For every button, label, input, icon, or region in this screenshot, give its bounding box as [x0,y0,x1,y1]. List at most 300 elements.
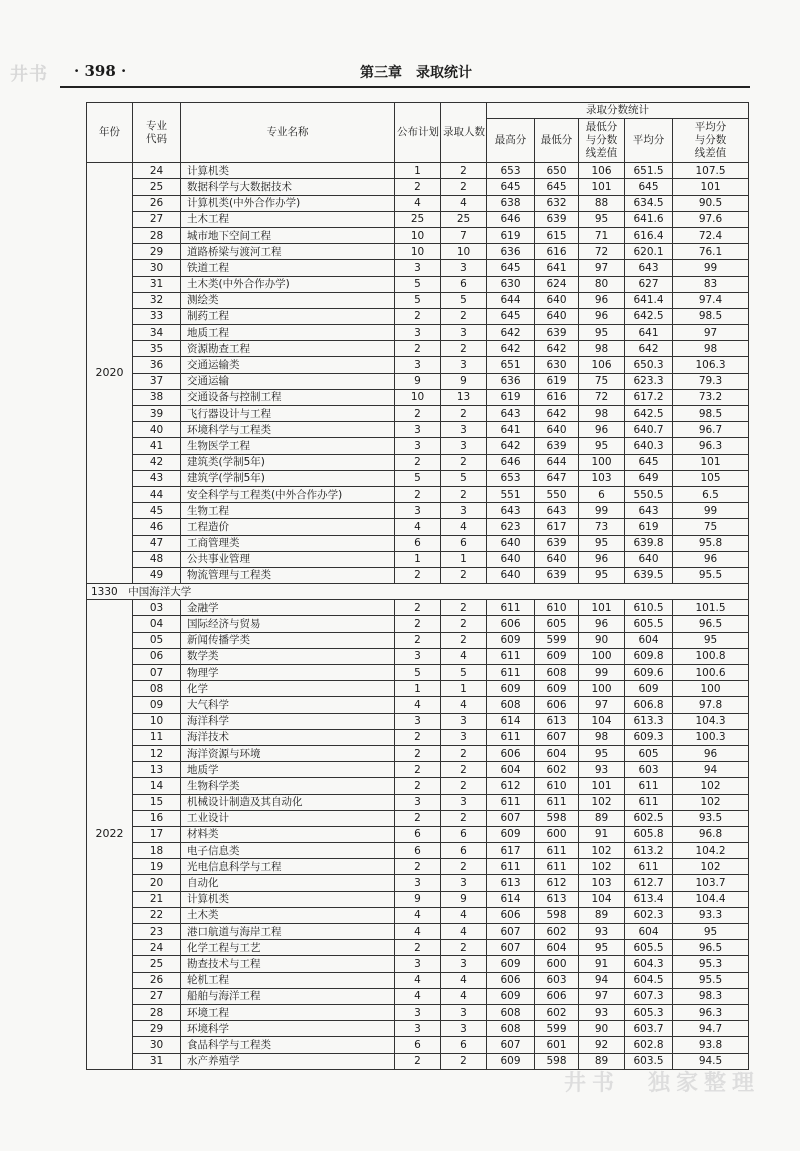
major-name-cell: 轮机工程 [181,972,395,988]
major-name-cell: 铁道工程 [181,260,395,276]
min-diff-cell: 95 [579,211,625,227]
max-score-cell: 609 [487,1053,535,1069]
major-name-cell: 海洋资源与环境 [181,745,395,761]
avg-diff-cell: 102 [673,859,749,875]
min-diff-cell: 100 [579,648,625,664]
col-avg-diff [673,119,749,163]
avg-score-cell: 612.7 [625,875,673,891]
avg-score-cell: 650.3 [625,357,673,373]
col-min: 最低分 [535,119,579,163]
min-score-cell: 613 [535,713,579,729]
min-diff-cell: 95 [579,438,625,454]
avg-diff-cell: 101.5 [673,600,749,616]
plan-cell: 1 [395,551,441,567]
major-name-cell: 船舶与海洋工程 [181,988,395,1004]
major-name-cell: 生物科学类 [181,778,395,794]
table-row [87,713,749,729]
table-row [87,1037,749,1053]
admitted-cell: 2 [441,163,487,179]
min-diff-cell: 100 [579,454,625,470]
min-score-cell: 624 [535,276,579,292]
min-score-cell: 640 [535,292,579,308]
plan-cell: 9 [395,891,441,907]
admitted-cell: 2 [441,940,487,956]
admitted-cell: 3 [441,438,487,454]
table-row [87,244,749,260]
max-score-cell: 609 [487,988,535,1004]
code-cell: 15 [133,794,181,810]
code-cell: 49 [133,567,181,583]
min-score-cell: 611 [535,859,579,875]
avg-score-cell: 605 [625,745,673,761]
plan-cell: 2 [395,940,441,956]
min-diff-cell: 72 [579,244,625,260]
min-diff-cell: 97 [579,697,625,713]
avg-diff-cell: 6.5 [673,486,749,502]
avg-score-cell: 617.2 [625,389,673,405]
min-diff-cell: 88 [579,195,625,211]
admitted-cell: 3 [441,503,487,519]
max-score-cell: 642 [487,325,535,341]
admitted-cell: 3 [441,729,487,745]
avg-diff-cell: 96.7 [673,422,749,438]
admitted-cell: 6 [441,826,487,842]
code-cell: 17 [133,826,181,842]
min-score-cell: 616 [535,244,579,260]
avg-score-cell: 607.3 [625,988,673,1004]
plan-cell: 2 [395,308,441,324]
min-diff-cell: 95 [579,745,625,761]
major-name-cell: 数学类 [181,648,395,664]
table-row [87,486,749,502]
admitted-cell: 1 [441,681,487,697]
avg-score-cell: 603 [625,762,673,778]
admitted-cell: 4 [441,195,487,211]
avg-score-cell: 640.3 [625,438,673,454]
max-score-cell: 608 [487,1021,535,1037]
code-cell: 34 [133,325,181,341]
avg-diff-cell: 104.4 [673,891,749,907]
max-score-cell: 645 [487,179,535,195]
table-row [87,503,749,519]
min-score-cell: 617 [535,519,579,535]
admitted-cell: 7 [441,227,487,243]
min-score-cell: 640 [535,551,579,567]
plan-cell: 2 [395,778,441,794]
max-score-cell: 645 [487,260,535,276]
avg-score-cell: 550.5 [625,486,673,502]
avg-diff-cell: 100.3 [673,729,749,745]
major-name-cell: 化学 [181,681,395,697]
admitted-cell: 2 [441,406,487,422]
major-name-cell: 自动化 [181,875,395,891]
code-cell: 20 [133,875,181,891]
max-score-cell: 608 [487,1004,535,1020]
min-diff-cell: 98 [579,341,625,357]
table-row [87,681,749,697]
code-cell: 45 [133,503,181,519]
min-score-cell: 612 [535,875,579,891]
code-cell: 30 [133,1037,181,1053]
admitted-cell: 9 [441,891,487,907]
avg-diff-cell: 96 [673,745,749,761]
table-row [87,341,749,357]
major-name-cell: 生物医学工程 [181,438,395,454]
max-score-cell: 640 [487,567,535,583]
avg-score-cell: 627 [625,276,673,292]
avg-diff-cell: 96.5 [673,940,749,956]
admitted-cell: 3 [441,357,487,373]
max-score-cell: 604 [487,762,535,778]
max-score-cell: 551 [487,486,535,502]
min-score-cell: 645 [535,179,579,195]
admitted-cell: 25 [441,211,487,227]
avg-score-cell: 605.5 [625,616,673,632]
plan-cell: 3 [395,438,441,454]
min-score-cell: 600 [535,826,579,842]
major-name-cell: 工商管理类 [181,535,395,551]
min-score-cell: 608 [535,665,579,681]
avg-diff-cell: 96.5 [673,616,749,632]
table-row [87,665,749,681]
min-score-cell: 619 [535,373,579,389]
avg-diff-cell: 107.5 [673,163,749,179]
table-row [87,1004,749,1020]
avg-score-cell: 616.4 [625,227,673,243]
min-score-cell: 639 [535,325,579,341]
admitted-cell: 2 [441,179,487,195]
avg-score-cell: 609 [625,681,673,697]
min-diff-cell: 6 [579,486,625,502]
min-diff-cell: 97 [579,988,625,1004]
admitted-cell: 2 [441,778,487,794]
major-name-cell: 计算机类(中外合作办学) [181,195,395,211]
avg-score-cell: 603.7 [625,1021,673,1037]
min-diff-cell: 99 [579,665,625,681]
table-row [87,373,749,389]
page-number: · 398 · [74,62,127,80]
code-cell: 09 [133,697,181,713]
min-diff-cell: 89 [579,1053,625,1069]
max-score-cell: 609 [487,956,535,972]
max-score-cell: 611 [487,729,535,745]
major-name-cell: 交通设备与控制工程 [181,389,395,405]
avg-diff-cell: 94 [673,762,749,778]
admission-table-wrapper [86,102,748,1070]
avg-diff-cell: 95 [673,924,749,940]
min-score-cell: 609 [535,681,579,697]
major-name-cell: 制药工程 [181,308,395,324]
avg-score-cell: 640 [625,551,673,567]
table-row [87,179,749,195]
plan-cell: 4 [395,519,441,535]
admitted-cell: 9 [441,373,487,389]
plan-cell: 3 [395,1004,441,1020]
avg-score-cell: 605.3 [625,1004,673,1020]
avg-score-cell: 609.8 [625,648,673,664]
major-name-cell: 土木类(中外合作办学) [181,276,395,292]
major-name-cell: 海洋技术 [181,729,395,745]
min-diff-cell: 80 [579,276,625,292]
avg-score-cell: 649 [625,470,673,486]
min-diff-cell: 90 [579,632,625,648]
major-name-cell: 材料类 [181,826,395,842]
plan-cell: 4 [395,907,441,923]
code-cell: 42 [133,454,181,470]
col-avg-diff-label: 平均分与分数线差值 [694,121,727,160]
admitted-cell: 4 [441,988,487,1004]
major-name-cell: 海洋科学 [181,713,395,729]
major-name-cell: 环境工程 [181,1004,395,1020]
code-cell: 29 [133,244,181,260]
avg-score-cell: 640.7 [625,422,673,438]
major-name-cell: 港口航道与海岸工程 [181,924,395,940]
plan-cell: 5 [395,292,441,308]
max-score-cell: 644 [487,292,535,308]
avg-diff-cell: 93.5 [673,810,749,826]
admitted-cell: 2 [441,762,487,778]
avg-diff-cell: 75 [673,519,749,535]
code-cell: 07 [133,665,181,681]
admitted-cell: 3 [441,1021,487,1037]
avg-diff-cell: 98.3 [673,988,749,1004]
plan-cell: 2 [395,406,441,422]
min-score-cell: 611 [535,843,579,859]
table-row [87,988,749,1004]
avg-score-cell: 642.5 [625,308,673,324]
major-name-cell: 物流管理与工程类 [181,567,395,583]
plan-cell: 3 [395,956,441,972]
min-score-cell: 607 [535,729,579,745]
major-name-cell: 生物工程 [181,503,395,519]
code-cell: 25 [133,956,181,972]
max-score-cell: 643 [487,406,535,422]
min-diff-cell: 91 [579,956,625,972]
table-row [87,616,749,632]
plan-cell: 2 [395,762,441,778]
code-cell: 24 [133,163,181,179]
min-diff-cell: 73 [579,519,625,535]
max-score-cell: 653 [487,163,535,179]
avg-diff-cell: 72.4 [673,227,749,243]
admitted-cell: 3 [441,1004,487,1020]
min-score-cell: 611 [535,794,579,810]
major-name-cell: 水产养殖学 [181,1053,395,1069]
max-score-cell: 640 [487,551,535,567]
plan-cell: 3 [395,1021,441,1037]
avg-diff-cell: 96.8 [673,826,749,842]
major-name-cell: 交通运输 [181,373,395,389]
max-score-cell: 653 [487,470,535,486]
avg-score-cell: 605.8 [625,826,673,842]
avg-diff-cell: 106.3 [673,357,749,373]
max-score-cell: 612 [487,778,535,794]
plan-cell: 2 [395,179,441,195]
min-diff-cell: 101 [579,179,625,195]
table-row [87,357,749,373]
avg-score-cell: 604.5 [625,972,673,988]
min-score-cell: 550 [535,486,579,502]
min-score-cell: 616 [535,389,579,405]
plan-cell: 2 [395,600,441,616]
col-admitted: 录取人数 [441,103,487,163]
min-score-cell: 598 [535,907,579,923]
max-score-cell: 651 [487,357,535,373]
admitted-cell: 13 [441,389,487,405]
major-name-cell: 安全科学与工程类(中外合作办学) [181,486,395,502]
avg-score-cell: 645 [625,454,673,470]
avg-diff-cell: 83 [673,276,749,292]
code-cell: 29 [133,1021,181,1037]
avg-score-cell: 602.8 [625,1037,673,1053]
avg-diff-cell: 102 [673,778,749,794]
max-score-cell: 611 [487,794,535,810]
min-diff-cell: 95 [579,325,625,341]
code-cell: 08 [133,681,181,697]
max-score-cell: 609 [487,826,535,842]
major-name-cell: 食品科学与工程类 [181,1037,395,1053]
min-diff-cell: 106 [579,163,625,179]
plan-cell: 6 [395,826,441,842]
admitted-cell: 6 [441,843,487,859]
major-name-cell: 大气科学 [181,697,395,713]
table-row [87,891,749,907]
major-name-cell: 化学工程与工艺 [181,940,395,956]
min-diff-cell: 96 [579,422,625,438]
code-cell: 27 [133,988,181,1004]
avg-diff-cell: 101 [673,179,749,195]
table-row [87,535,749,551]
max-score-cell: 607 [487,810,535,826]
school-row [87,584,749,600]
plan-cell: 4 [395,972,441,988]
table-header [87,103,749,163]
admitted-cell: 4 [441,648,487,664]
col-score-group: 录取分数统计 [487,103,749,119]
code-cell: 12 [133,745,181,761]
avg-diff-cell: 94.5 [673,1053,749,1069]
major-name-cell: 建筑学(学制5年) [181,470,395,486]
plan-cell: 2 [395,1053,441,1069]
plan-cell: 3 [395,325,441,341]
min-diff-cell: 95 [579,567,625,583]
major-name-cell: 交通运输类 [181,357,395,373]
avg-diff-cell: 93.8 [673,1037,749,1053]
min-score-cell: 610 [535,600,579,616]
col-avg: 平均分 [625,119,673,163]
avg-diff-cell: 100.8 [673,648,749,664]
avg-diff-cell: 96.3 [673,1004,749,1020]
plan-cell: 10 [395,389,441,405]
code-cell: 05 [133,632,181,648]
plan-cell: 2 [395,859,441,875]
min-diff-cell: 97 [579,260,625,276]
major-name-cell: 机械设计制造及其自动化 [181,794,395,810]
admitted-cell: 2 [441,341,487,357]
table-row [87,260,749,276]
col-plan: 公布计划 [395,103,441,163]
max-score-cell: 643 [487,503,535,519]
plan-cell: 2 [395,745,441,761]
col-min-diff [579,119,625,163]
code-cell: 26 [133,195,181,211]
min-diff-cell: 99 [579,503,625,519]
plan-cell: 4 [395,697,441,713]
avg-score-cell: 606.8 [625,697,673,713]
code-cell: 31 [133,276,181,292]
major-name-cell: 新闻传播学类 [181,632,395,648]
avg-score-cell: 643 [625,503,673,519]
min-diff-cell: 96 [579,292,625,308]
admitted-cell: 6 [441,276,487,292]
min-score-cell: 644 [535,454,579,470]
table-row [87,956,749,972]
code-cell: 19 [133,859,181,875]
max-score-cell: 614 [487,891,535,907]
min-diff-cell: 71 [579,227,625,243]
code-cell: 24 [133,940,181,956]
avg-score-cell: 641.4 [625,292,673,308]
code-cell: 41 [133,438,181,454]
avg-diff-cell: 95.5 [673,567,749,583]
page-header [10,58,750,88]
min-score-cell: 610 [535,778,579,794]
plan-cell: 10 [395,244,441,260]
min-score-cell: 650 [535,163,579,179]
min-score-cell: 642 [535,341,579,357]
avg-score-cell: 609.3 [625,729,673,745]
min-score-cell: 642 [535,406,579,422]
avg-diff-cell: 94.7 [673,1021,749,1037]
min-score-cell: 630 [535,357,579,373]
col-max: 最高分 [487,119,535,163]
footer-watermark: 井书 独家整理 [563,1071,760,1096]
min-score-cell: 602 [535,1004,579,1020]
min-score-cell: 605 [535,616,579,632]
school-label: 1330 中国海洋大学 [87,584,749,600]
table-row [87,875,749,891]
plan-cell: 9 [395,373,441,389]
plan-cell: 3 [395,422,441,438]
avg-diff-cell: 97.6 [673,211,749,227]
avg-diff-cell: 100 [673,681,749,697]
min-score-cell: 640 [535,308,579,324]
min-score-cell: 643 [535,503,579,519]
table-row [87,389,749,405]
plan-cell: 6 [395,1037,441,1053]
table-row [87,1021,749,1037]
code-cell: 37 [133,373,181,389]
avg-score-cell: 602.5 [625,810,673,826]
avg-diff-cell: 97.4 [673,292,749,308]
admitted-cell: 6 [441,1037,487,1053]
avg-score-cell: 604 [625,924,673,940]
avg-score-cell: 643 [625,260,673,276]
table-row [87,826,749,842]
admitted-cell: 4 [441,924,487,940]
admitted-cell: 6 [441,535,487,551]
avg-score-cell: 634.5 [625,195,673,211]
avg-diff-cell: 96 [673,551,749,567]
avg-diff-cell: 95 [673,632,749,648]
code-cell: 16 [133,810,181,826]
max-score-cell: 611 [487,665,535,681]
min-score-cell: 639 [535,438,579,454]
code-cell: 36 [133,357,181,373]
table-row [87,422,749,438]
table-row [87,211,749,227]
major-name-cell: 环境科学 [181,1021,395,1037]
